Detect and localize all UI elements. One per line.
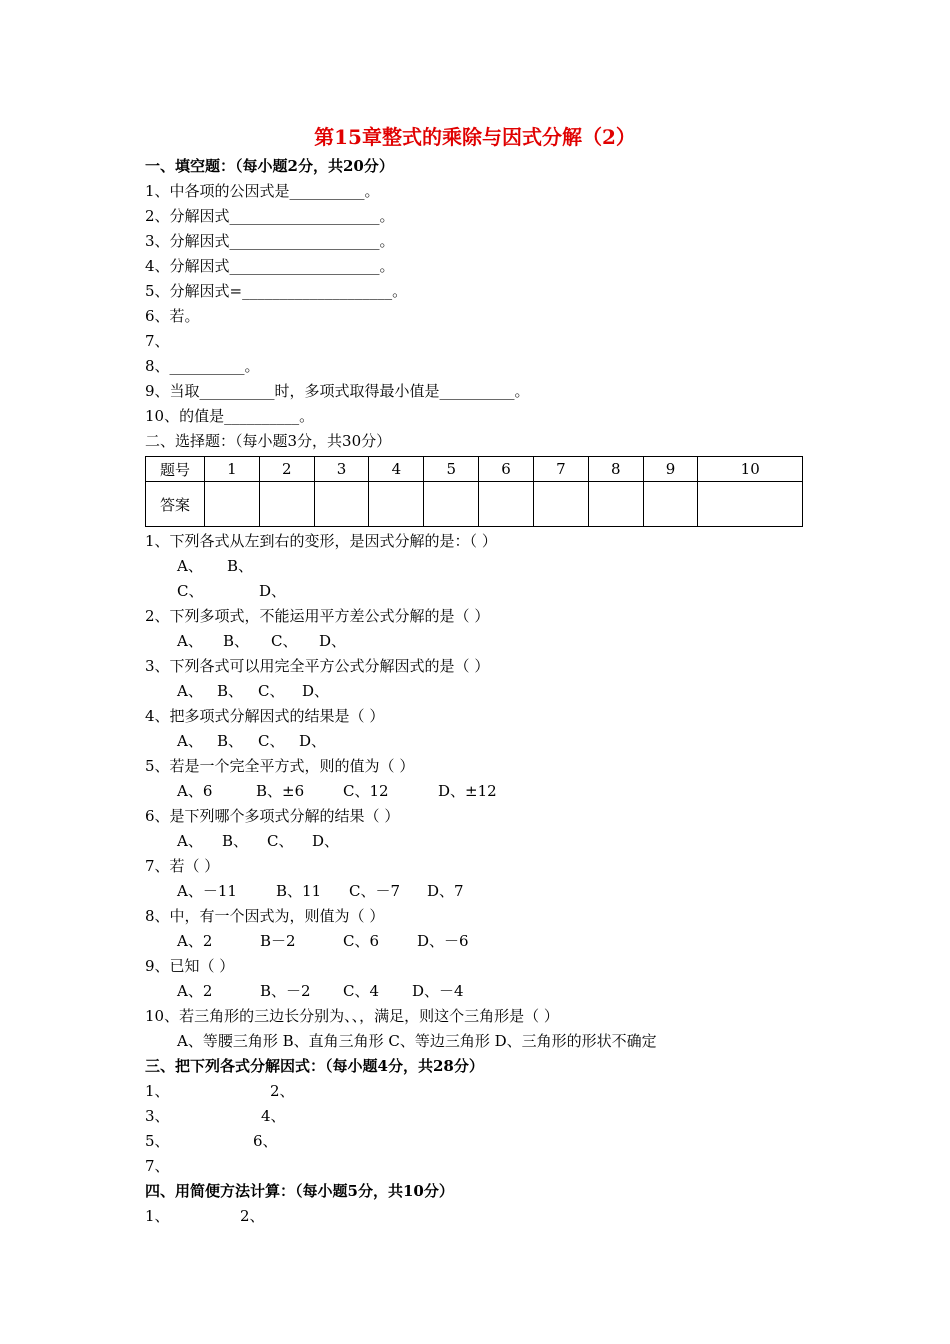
calc-item-2: 2、: [240, 1207, 265, 1225]
factor-item-7: 7、: [145, 1157, 170, 1175]
option-c: C、4: [343, 982, 380, 1000]
answer-table-number: 8: [588, 457, 643, 482]
answer-cell[interactable]: [424, 482, 479, 527]
option-a: A、: [177, 832, 203, 850]
option-c: C、: [271, 632, 298, 650]
factor-item-2: 2、: [270, 1082, 295, 1100]
fill-item-2: 2、分解因式____________________。: [145, 207, 395, 225]
choice-q8-options: [145, 929, 845, 954]
option-d: D、7: [427, 882, 464, 900]
option-d: D、: [259, 582, 287, 600]
option-d: D、: [302, 682, 330, 700]
answer-table-number: 10: [698, 457, 803, 482]
choice-q4-options: [145, 729, 845, 754]
option-b: B、－2: [260, 982, 311, 1000]
answer-cell[interactable]: [314, 482, 369, 527]
answer-table-number-label: 题号: [146, 457, 205, 482]
option-b: B、: [222, 832, 249, 850]
answer-table-answer-label: 答案: [146, 482, 205, 527]
factor-item-4: 4、: [261, 1107, 286, 1125]
choice-q7-options: [145, 879, 845, 904]
choice-q2-options: [145, 629, 845, 654]
choice-q3-stem: 3、下列各式可以用完全平方公式分解因式的是（ ）: [145, 657, 490, 675]
option-c: C、－7: [349, 882, 401, 900]
option-b: B、: [217, 682, 244, 700]
answer-cell[interactable]: [479, 482, 534, 527]
option-b: B、±6: [256, 782, 305, 800]
choice-q1-options-row2: [145, 579, 845, 604]
option-b: B、: [223, 632, 250, 650]
answer-table-number: 7: [533, 457, 588, 482]
option-a: A、－11: [177, 882, 237, 900]
factor-row-1: [145, 1079, 845, 1104]
calc-item-1: 1、: [145, 1207, 170, 1225]
option-d: D、－4: [412, 982, 464, 1000]
fill-item-8: 8、__________。: [145, 357, 260, 375]
answer-table-number: 5: [424, 457, 479, 482]
option-c: C、: [267, 832, 294, 850]
option-d: D、: [299, 732, 327, 750]
answer-cell[interactable]: [259, 482, 314, 527]
choice-q10-stem: 10、若三角形的三边长分别为、、，满足，则这个三角形是（ ）: [145, 1007, 559, 1025]
option-d: D、±12: [438, 782, 497, 800]
choice-q3-options: [145, 679, 845, 704]
choice-q5-options: [145, 779, 845, 804]
fill-item-6: 6、若。: [145, 307, 200, 325]
exam-page: [145, 120, 845, 1229]
answer-table-number: 3: [314, 457, 369, 482]
fill-item-10: 10、的值是__________。: [145, 407, 315, 425]
option-a: A、: [177, 632, 203, 650]
option-d: D、: [319, 632, 347, 650]
option-c: C、: [258, 732, 285, 750]
option-b: B－2: [260, 932, 296, 950]
section-3-heading: 三、把下列各式分解因式：（每小题4分，共28分）: [145, 1057, 484, 1075]
fill-item-1: 1、中各项的公因式是__________。: [145, 182, 380, 200]
fill-item-9: 9、当取__________时，多项式取得最小值是__________。: [145, 382, 530, 400]
choice-q5-stem: 5、若是一个完全平方式，则的值为（ ）: [145, 757, 415, 775]
factor-row-3: [145, 1129, 845, 1154]
choice-q6-stem: 6、是下列哪个多项式分解的结果（ ）: [145, 807, 400, 825]
section-2-heading: 二、选择题：（每小题3分，共30分）: [145, 432, 392, 450]
answer-table: [145, 456, 803, 527]
fill-item-4: 4、分解因式____________________。: [145, 257, 395, 275]
choice-q1-options-row1: [145, 554, 845, 579]
option-c: C、6: [343, 932, 380, 950]
answer-table-number: 6: [479, 457, 534, 482]
option-a: A、2: [177, 982, 213, 1000]
section-1-heading: 一、填空题：（每小题2分，共20分）: [145, 157, 394, 175]
factor-row-4: [145, 1154, 845, 1179]
answer-table-number: 1: [205, 457, 260, 482]
option-b: B、: [227, 557, 254, 575]
factor-item-1: 1、: [145, 1082, 170, 1100]
answer-cell[interactable]: [643, 482, 698, 527]
option-a: A、2: [177, 932, 213, 950]
choice-q4-stem: 4、把多项式分解因式的结果是（ ）: [145, 707, 385, 725]
fill-item-5: 5、分解因式=____________________。: [145, 282, 408, 300]
choice-q7-stem: 7、若（ ）: [145, 857, 220, 875]
choice-q6-options: [145, 829, 845, 854]
choice-q2-stem: 2、下列多项式，不能运用平方差公式分解的是（ ）: [145, 607, 490, 625]
option-c: C、: [258, 682, 285, 700]
option-a: A、6: [177, 782, 213, 800]
answer-cell[interactable]: [205, 482, 260, 527]
answer-table-number: 2: [259, 457, 314, 482]
option-b: B、11: [276, 882, 322, 900]
factor-item-3: 3、: [145, 1107, 170, 1125]
answer-cell[interactable]: [369, 482, 424, 527]
option-c: C、12: [343, 782, 389, 800]
option-a: A、: [177, 557, 203, 575]
factor-item-5: 5、: [145, 1132, 170, 1150]
option-b: B、: [217, 732, 244, 750]
choice-q1-stem: 1、下列各式从左到右的变形，是因式分解的是：（ ）: [145, 532, 497, 550]
answer-table-number: 9: [643, 457, 698, 482]
calc-row-1: [145, 1204, 845, 1229]
factor-item-6: 6、: [253, 1132, 278, 1150]
option-a: A、: [177, 682, 203, 700]
option-a: A、: [177, 732, 203, 750]
option-d: D、－6: [417, 932, 469, 950]
option-c: C、: [177, 582, 204, 600]
fill-item-7: 7、: [145, 332, 170, 350]
section-4-heading: 四、用简便方法计算：（每小题5分，共10分）: [145, 1182, 454, 1200]
option-d: D、: [312, 832, 340, 850]
fill-item-3: 3、分解因式____________________。: [145, 232, 395, 250]
answer-table-number: 4: [369, 457, 424, 482]
answer-cell[interactable]: [588, 482, 643, 527]
choice-q10-options: A、等腰三角形 B、直角三角形 C、等边三角形 D、三角形的形状不确定: [177, 1032, 657, 1050]
choice-q8-stem: 8、中，有一个因式为，则值为（ ）: [145, 907, 385, 925]
choice-q9-options: [145, 979, 845, 1004]
answer-cell[interactable]: [698, 482, 803, 527]
answer-cell[interactable]: [533, 482, 588, 527]
choice-q9-stem: 9、已知（ ）: [145, 957, 235, 975]
page-title: 第15章整式的乘除与因式分解（2）: [314, 125, 636, 149]
factor-row-2: [145, 1104, 845, 1129]
